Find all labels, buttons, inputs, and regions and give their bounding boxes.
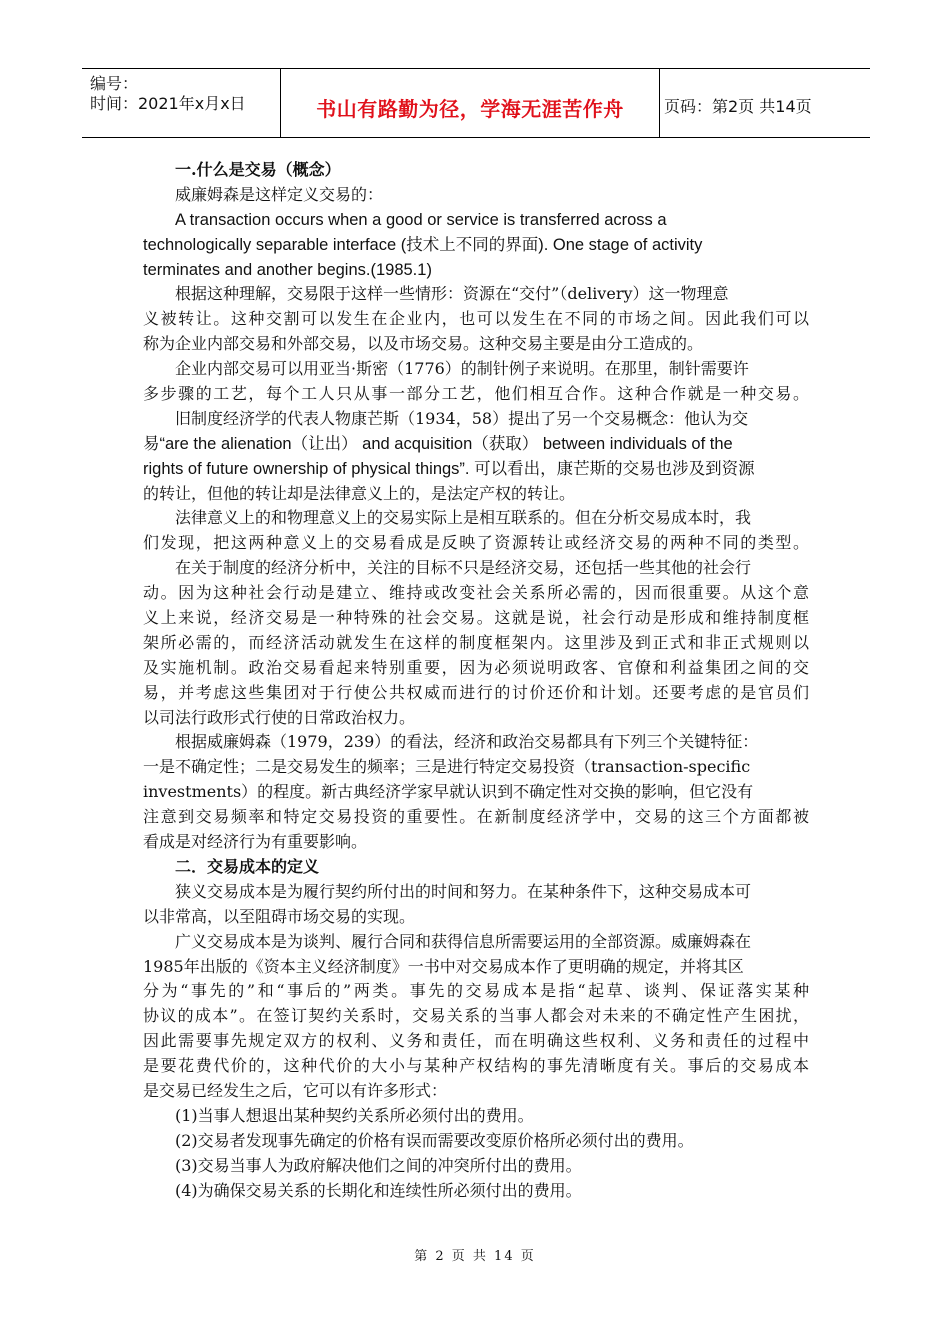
body-text-line: 因此需要事先规定双方的权利、义务和责任，而在明确这些权利、义务和责任的过程中 xyxy=(143,1031,809,1051)
body-text-line: 看成是对经济行为有重要影响。 xyxy=(143,832,368,852)
body-text-line: 注意到交易频率和特定交易投资的重要性。在新制度经济学中，交易的这三个方面都被 xyxy=(143,807,809,827)
body-text-line: 分为“事先的”和“事后的”两类。事先的交易成本是指“起草、谈判、保证落实某种 xyxy=(143,981,809,1001)
body-text-line: 一是不确定性；二是交易发生的频率；三是进行特定交易投资（transaction-specific xyxy=(143,757,751,777)
body-text-line: 是交易已经发生之后，它可以有许多形式： xyxy=(143,1080,448,1100)
serial-number-label: 编号： xyxy=(90,74,139,93)
body-text-line: 易“are the alienation（让出） and acquisition（获取） between individuals of the xyxy=(143,434,733,453)
header-motto: 书山有路勤为径，学海无涯苦作舟 xyxy=(316,97,624,121)
section-heading: 一.什么是交易（概念） xyxy=(175,160,341,179)
body-text-line: 的转让，但他的转让却是法律意义上的，是法定产权的转让。 xyxy=(143,483,576,503)
body-text-line: 是要花费代价的，这种代价的大小与某种产权结构的事先清晰度有关。事后的交易成本 xyxy=(143,1056,809,1076)
body-text-line: 在关于制度的经济分析中，关注的目标不只是经济交易，还包括一些其他的社会行 xyxy=(175,558,752,578)
body-text-line: 根据威廉姆森（1979，239）的看法，经济和政治交易都具有下列三个关键特征： xyxy=(175,732,759,752)
body-text-line: 架所必需的，而经济活动就发生在这样的制度框架内。这里涉及到正式和非正式规则以 xyxy=(143,632,809,652)
document-body xyxy=(143,158,809,1203)
body-text-line: A transaction occurs when a good or service is transferred across a xyxy=(175,210,667,229)
body-text-line: 企业内部交易可以用亚当·斯密（1776）的制针例子来说明。在那里，制针需要许 xyxy=(175,359,749,379)
body-text-line: 威廉姆森是这样定义交易的： xyxy=(175,184,384,204)
body-text-line: (4)为确保交易关系的长期化和连续性所必须付出的费用。 xyxy=(175,1180,582,1200)
body-text-line: 称为企业内部交易和外部交易，以及市场交易。这种交易主要是由分工造成的。 xyxy=(143,334,704,354)
body-text-line: 义被转让。这种交割可以发生在企业内，也可以发生在不同的市场之间。因此我们可以 xyxy=(143,309,809,329)
section-heading: 二．交易成本的定义 xyxy=(175,856,320,876)
body-text-line: 以非常高，以至阻碍市场交易的实现。 xyxy=(143,906,416,926)
body-text-line: technologically separable interface (技术上不同的界面). One stage of activity xyxy=(143,235,703,254)
page-header-table xyxy=(82,68,870,138)
body-text-line: 义上来说，经济交易是一种特殊的社会交易。这就是说，社会行动是形成和维持制度框 xyxy=(143,608,809,628)
body-text-line: (3)交易当事人为政府解决他们之间的冲突所付出的费用。 xyxy=(175,1155,582,1175)
body-text-line: 协议的成本”。在签订契约关系时，交易关系的当事人都会对未来的不确定性产生困扰， xyxy=(143,1006,809,1026)
body-text-line: 以司法行政形式行使的日常政治权力。 xyxy=(143,707,416,727)
body-text-line: 狭义交易成本是为履行契约所付出的时间和努力。在某种条件下，这种交易成本可 xyxy=(175,881,752,901)
body-text-line: (2)交易者发现事先确定的价格有误而需要改变原价格所必须付出的费用。 xyxy=(175,1130,694,1150)
header-meta-cell xyxy=(82,69,281,137)
body-text-line: 及实施机制。政治交易看起来特别重要，因为必须说明政客、官僚和利益集团之间的交 xyxy=(143,657,809,677)
body-text-line: rights of future ownership of physical things”. 可以看出，康芒斯的交易也涉及到资源 xyxy=(143,459,755,478)
page-footer: 第 2 页 共 14 页 xyxy=(414,1249,536,1264)
date-text: 时间：2021年x月x日 xyxy=(90,94,246,113)
header-page-cell xyxy=(660,69,870,137)
header-page-info: 页码：第2页 共14页 xyxy=(664,97,812,116)
body-text-line: investments）的程度。新古典经济学家早就认识到不确定性对交换的影响，但它没有 xyxy=(143,782,754,802)
body-text-line: terminates and another begins.(1985.1) xyxy=(143,260,432,279)
body-text-line: 1985年出版的《资本主义经济制度》一书中对交易成本作了更明确的规定，并将其区 xyxy=(143,956,744,976)
body-text-line: 多步骤的工艺，每个工人只从事一部分工艺，他们相互合作。这种合作就是一种交易。 xyxy=(143,384,809,404)
header-motto-cell xyxy=(281,69,660,137)
body-text-line: 们发现，把这两种意义上的交易看成是反映了资源转让或经济交易的两种不同的类型。 xyxy=(143,533,809,553)
body-text-line: (1)当事人想退出某种契约关系所必须付出的费用。 xyxy=(175,1105,534,1125)
body-text-line: 旧制度经济学的代表人物康芒斯（1934，58）提出了另一个交易概念：他认为交 xyxy=(175,408,749,428)
body-text-line: 法律意义上的和物理意义上的交易实际上是相互联系的。但在分析交易成本时，我 xyxy=(175,508,752,528)
body-text-line: 动。因为这种社会行动是建立、维持或改变社会关系所必需的，因而很重要。从这个意 xyxy=(143,583,809,603)
body-text-line: 广义交易成本是为谈判、履行合同和获得信息所需要运用的全部资源。威廉姆森在 xyxy=(175,931,752,951)
body-text-line: 根据这种理解，交易限于这样一些情形：资源在“交付”（delivery）这一物理意 xyxy=(175,284,729,304)
body-text-line: 易，并考虑这些集团对于行使公共权威而进行的讨价还价和计划。还要考虑的是官员们 xyxy=(143,682,809,702)
